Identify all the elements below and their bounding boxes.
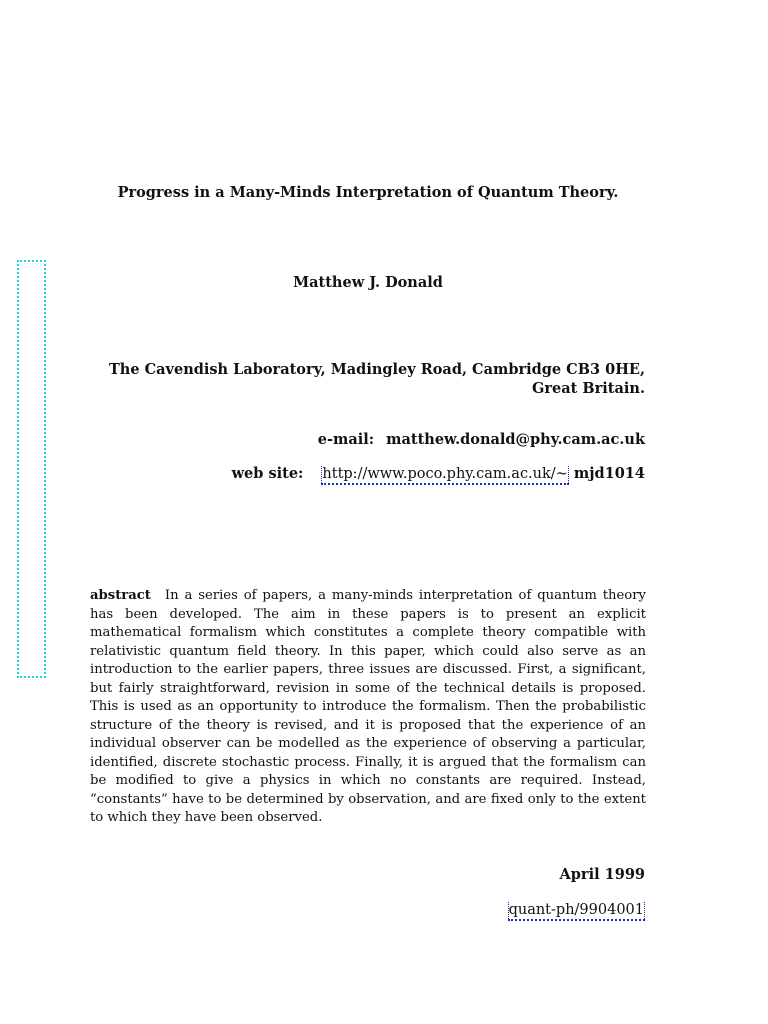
email-label: e-mail: [317, 431, 375, 448]
abstract [90, 587, 646, 828]
affiliation [105, 360, 645, 398]
email-address: matthew.donald@phy.cam.ac.uk [386, 431, 645, 448]
arxiv-id [508, 902, 645, 918]
paper-date: April 1999 [559, 866, 645, 883]
paper-title: Progress in a Many-Minds Interpretation of Quantum Theory. [117, 184, 619, 201]
affiliation-line-1: The Cavendish Laboratory, Madingley Road, Cambridge CB3 0HE, [109, 361, 645, 378]
website-suffix: mjd1014 [573, 465, 645, 482]
affiliation-line-2: Great Britain. [532, 380, 645, 397]
email-row [318, 431, 645, 448]
abstract-label: abstract [90, 588, 151, 603]
arxiv-link[interactable]: quant-ph/9904001 [508, 902, 645, 921]
website-link[interactable]: http://www.poco.phy.cam.ac.uk/~ [321, 466, 568, 485]
abstract-text: In a series of papers, a many-minds interpretation of quantum theory has been developed. The aim in these papers is to present an explicit mathematical formalism which constitutes a complete theory compatible with relativistic quantum field theory. In this paper, which could also serve as an introduction to the earlier papers, three issues are discussed. First, a significant, but fairly straightforward, revision in some of the technical details is proposed. This is used as an opportunity to introduce the formalism. Then the probabilistic structure of the theory is revised, and it is proposed that the experience of an individual observer can be modelled as the experience of observing a particular, identified, discrete stochastic process. Finally, it is argued that the formalism can be modified to give a physics in which no constants are required. Instead, “constants” have to be determined by observation, and are fixed only to the extent to which they have been observed. [90, 588, 646, 825]
website-label: web site: [231, 465, 304, 482]
paper-author: Matthew J. Donald [293, 274, 443, 291]
margin-link-box[interactable] [17, 260, 46, 678]
website-row [232, 465, 645, 482]
